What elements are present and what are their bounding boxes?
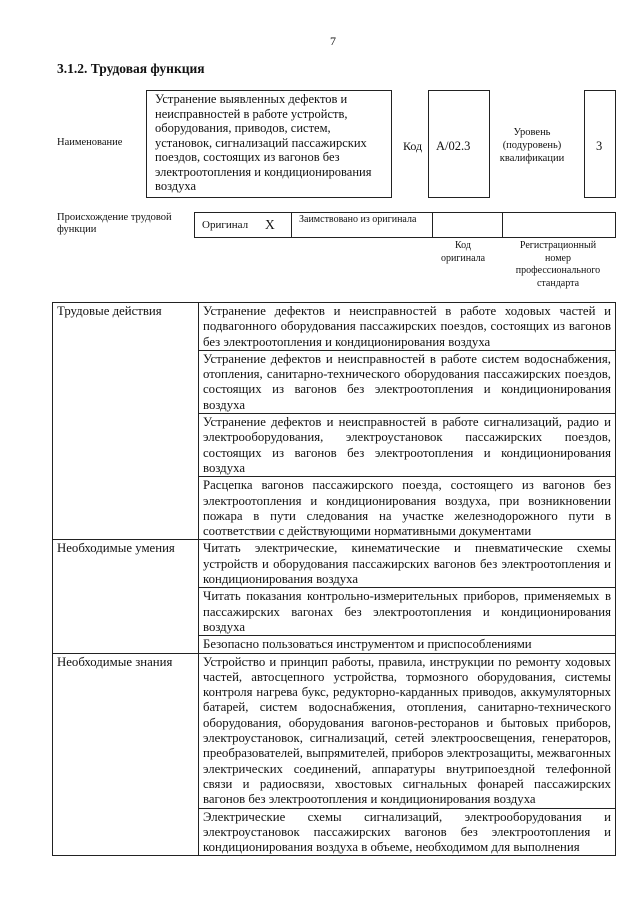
code-label: Код [403, 139, 423, 153]
table-cell: Безопасно пользоваться инструментом и приспособлениями [199, 636, 616, 653]
table-cell: Читать показания контрольно-измерительных приборов, применяемых в пассажирских вагонах без электроотопления и кондиционирования воздуха [199, 588, 616, 636]
labor-function-table [52, 302, 616, 856]
name-label: Наименование [57, 137, 123, 148]
code-value-box [428, 90, 490, 198]
table-cell: Читать электрические, кинематические и пневматические схемы устройств и оборудования пассажирских вагонов без электроотопления и кондиционирования воздуха [199, 540, 616, 588]
original-cell [195, 213, 292, 237]
table-cell: Расцепка вагонов пассажирского поезда, состоящего из вагонов без электроотопления и кондиционирования воздуха, при возникновении пожара в пути следования на участке железнодорожного пути в соответствии с действующими нормативными документами [199, 477, 616, 540]
table-row [53, 303, 616, 351]
code-value: A/02.3 [436, 139, 471, 153]
table-row [53, 540, 616, 588]
level-label: Уровень (подуровень) квалификации [499, 127, 565, 164]
level-value-box [584, 90, 616, 198]
row-heading: Необходимые умения [53, 540, 199, 653]
function-name: Устранение выявленных дефектов и неисправностей в работе устройств, оборудования, приводов, систем, установок, сигнализаций пассажирских поездов, состоящих из вагонов без электроотопления и кондиционирования воздуха [155, 92, 372, 193]
origin-table [194, 212, 616, 238]
table-cell: Устройство и принцип работы, правила, инструкции по ремонту ходовых частей, автосцепного устройства, тормозного оборудования, системы контроля нагрева букс, редукторно-карданных приводов, аккумуляторных батарей, систем водоснабжения, отопления, санитарно-технического оборудования, оборудования вагонов-ресторанов и бытовых приборов, электроустановок, сигнализаций, сетей электроосвещения, генераторов, преобразователей, выпрямителей, приборов электрозащиты, межвагонных электрических соединений, аппаратуры внутрипоездной телефонной связи и радиосвязи, хвостовых сигнальных фонарей пассажирских вагонов без электроотопления и кондиционирования воздуха [199, 653, 616, 808]
code-original-cell [432, 213, 503, 237]
borrowed-label: Заимствовано из оригинала [299, 214, 417, 225]
origin-label: Происхождение трудовой функции [57, 212, 172, 235]
reg-number-caption: Регистрационный номер профессионального стандарта [515, 240, 601, 289]
table-cell: Электрические схемы сигнализаций, электрооборудования и электроустановок пассажирских вагонов без электроотопления и кондиционирования воздуха в объеме, необходимом для выполнения [199, 808, 616, 856]
original-label: Оригинал [202, 219, 249, 231]
table-cell: Устранение дефектов и неисправностей в работе ходовых частей и подвагонного оборудования пассажирских поездов, состоящих из вагонов без электроотопления и кондиционирования воздуха [199, 303, 616, 351]
original-mark: X [265, 217, 275, 232]
row-heading: Необходимые знания [53, 653, 199, 856]
section-title: 3.1.2. Трудовая функция [57, 61, 205, 76]
code-original-caption: Код оригинала [440, 240, 486, 264]
row-heading: Трудовые действия [53, 303, 199, 540]
table-row [53, 653, 616, 808]
function-name-box [146, 90, 392, 198]
table-cell: Устранение дефектов и неисправностей в работе сигнализаций, радио и электрооборудования, электроустановок пассажирских поездов, состоящих из вагонов без электроотопления и кондиционирования воздуха [199, 414, 616, 477]
page-number: 7 [330, 34, 336, 48]
table-cell: Устранение дефектов и неисправностей в работе систем водоснабжения, отопления, санитарно-технического оборудования пассажирских поездов, состоящих из вагонов без электроотопления и кондиционирования воздуха [199, 350, 616, 413]
level-value: 3 [596, 139, 603, 153]
